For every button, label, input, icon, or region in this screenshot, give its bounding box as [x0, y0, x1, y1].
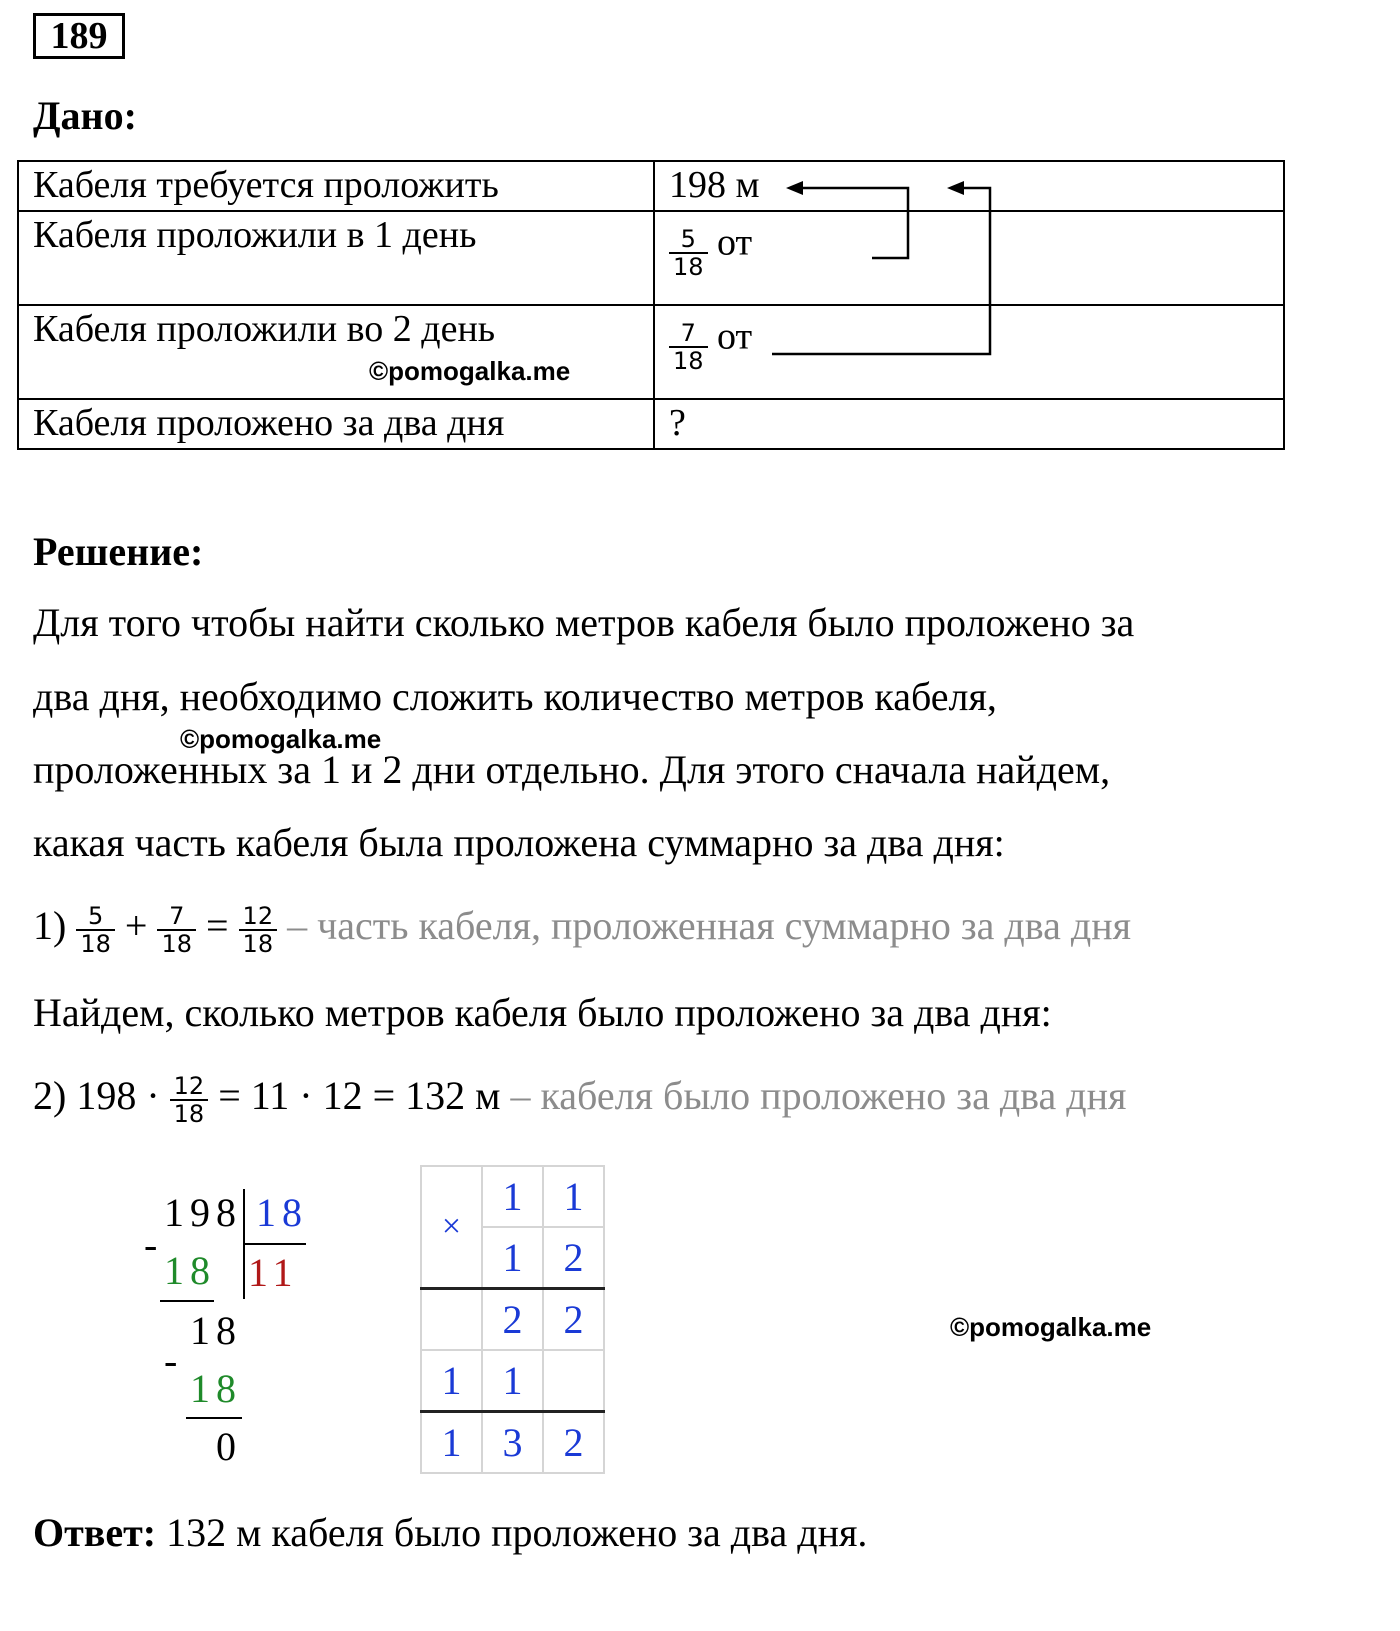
subtrahend: 18	[190, 1366, 242, 1411]
grid-cell	[543, 1350, 604, 1412]
multiply-sign: ×	[421, 1166, 482, 1289]
grid-cell: 2	[543, 1227, 604, 1289]
reference-arrows	[0, 0, 1400, 460]
fraction: $\frac{5}{18}$	[76, 903, 115, 957]
grid-cell: 2	[543, 1412, 604, 1474]
quotient: 11	[248, 1250, 299, 1295]
multiplication-grid	[420, 1165, 605, 1474]
grid-row	[421, 1412, 604, 1474]
grid-cell	[421, 1289, 482, 1351]
grid-row	[421, 1289, 604, 1351]
division-lines	[140, 1185, 320, 1475]
arrow-day1	[800, 188, 908, 258]
fraction: $\frac{12}{18}$	[239, 903, 278, 957]
plus-sign: +	[124, 903, 148, 948]
given-heading: Дано:	[33, 93, 137, 138]
answer-text: 132 м кабеля было проложено за два дня.	[166, 1510, 868, 1555]
fraction: $\frac{5}{18}$	[669, 226, 708, 280]
grid-row	[421, 1350, 604, 1412]
fraction-suffix: от	[717, 315, 753, 358]
grid-cell: 1	[482, 1227, 543, 1289]
grid-cell: 2	[482, 1289, 543, 1351]
row-value: ?	[654, 399, 1284, 449]
grid-cell: 1	[421, 1350, 482, 1412]
divisor: 18	[256, 1190, 308, 1235]
solution-heading: Решение:	[33, 529, 204, 574]
arrowhead-day2	[947, 181, 964, 195]
subtrahend: 18	[164, 1248, 216, 1293]
answer	[33, 1510, 867, 1556]
fraction: $\frac{7}{18}$	[157, 903, 196, 957]
step-prefix: 2) 198 ·	[33, 1073, 160, 1118]
dividend: 198	[164, 1190, 242, 1235]
final-remainder: 0	[216, 1424, 242, 1469]
watermark: ©pomogalka.me	[950, 1312, 1152, 1342]
fraction: $\frac{12}{18}$	[170, 1073, 209, 1127]
step-comment: – кабеля было проложено за два дня	[510, 1073, 1127, 1118]
step-calc: = 11 · 12 = 132 м	[218, 1073, 501, 1118]
step-1	[33, 888, 1131, 964]
grid-row	[421, 1166, 604, 1227]
grid-cell: 1	[482, 1350, 543, 1412]
grid-cell: 1	[421, 1412, 482, 1474]
fraction-suffix: от	[717, 221, 753, 264]
row-label: Кабеля требуется проложить	[18, 161, 654, 211]
paragraph-line: проложенных за 1 и 2 дни отдельно. Для этого сначала найдем,	[33, 747, 1111, 792]
minus-sign: -	[144, 1222, 164, 1267]
minus-sign: -	[164, 1338, 184, 1383]
watermark: ©pomogalka.me	[180, 724, 382, 754]
remainder-partial: 18	[190, 1308, 242, 1353]
problem-number: 189	[33, 13, 125, 59]
arrow-day2	[772, 188, 990, 354]
paragraph-line: какая часть кабеля была проложена суммарно за два дня:	[33, 820, 1005, 865]
step-2	[33, 1058, 1126, 1134]
row-value: 198 м	[654, 161, 1284, 211]
long-division	[140, 1185, 320, 1475]
step-comment: – часть кабеля, проложенная суммарно за два дня	[287, 903, 1132, 948]
arrowhead-day1	[786, 181, 803, 195]
paragraph-line: Для того чтобы найти сколько метров кабеля было проложено за	[33, 600, 1135, 645]
paragraph-line: два дня, необходимо сложить количество метров кабеля,	[33, 674, 997, 719]
watermark: ©pomogalka.me	[369, 356, 571, 386]
equals-sign: =	[205, 903, 229, 948]
row-label: Кабеля проложено за два дня	[18, 399, 654, 449]
grid-cell: 3	[482, 1412, 543, 1474]
grid-cell: 1	[543, 1166, 604, 1227]
fraction: $\frac{7}{18}$	[669, 320, 708, 374]
step-prefix: 1)	[33, 903, 67, 948]
row-label: Кабеля проложили в 1 день	[18, 211, 654, 305]
answer-label: Ответ:	[33, 1510, 157, 1555]
paragraph-line: Найдем, сколько метров кабеля было проложено за два дня:	[33, 990, 1052, 1035]
row-label-text: Кабеля проложили во 2 день	[33, 308, 496, 350]
grid-cell: 2	[543, 1289, 604, 1351]
grid-cell: 1	[482, 1166, 543, 1227]
